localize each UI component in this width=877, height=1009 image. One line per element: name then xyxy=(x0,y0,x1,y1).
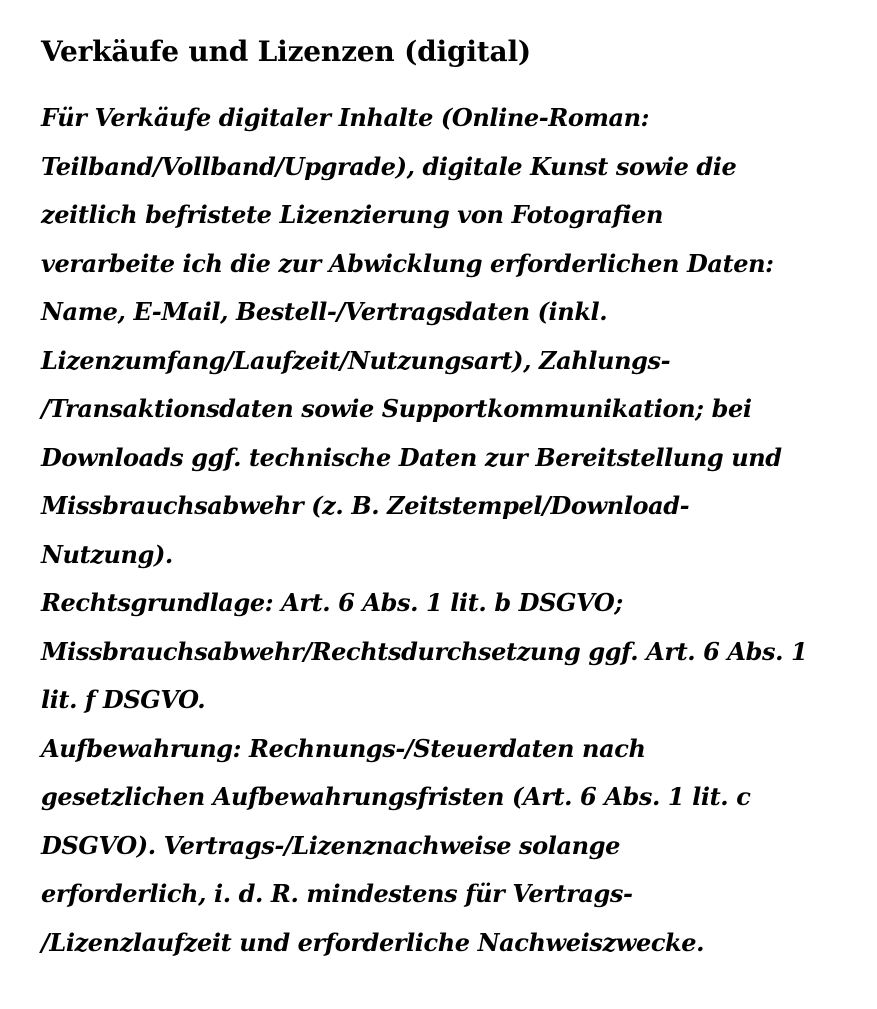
text-line: Teilband/Vollband/Upgrade), digitale Kunst sowie die xyxy=(41,151,737,181)
text-line: Missbrauchsabwehr/Rechtsdurchsetzung ggf. Art. 6 Abs. 1 xyxy=(41,636,808,666)
document-section xyxy=(41,30,841,967)
processing-paragraph xyxy=(41,94,841,579)
text-line: DSGVO). Vertrags-/Lizenznachweise solange xyxy=(41,830,620,860)
text-line: Rechtsgrundlage: Art. 6 Abs. 1 lit. b DSGVO; xyxy=(41,588,623,617)
text-line: gesetzlichen Aufbewahrungsfristen (Art. 6 Abs. 1 lit. c xyxy=(41,782,751,811)
text-line: /Transaktionsdaten sowie Supportkommunikation; bei xyxy=(41,394,752,423)
text-line: Missbrauchsabwehr (z. B. Zeitstempel/Download- xyxy=(41,491,690,520)
text-line: verarbeite ich die zur Abwicklung erforderlichen Daten: xyxy=(41,248,774,278)
retention-paragraph xyxy=(41,725,841,968)
text-line: lit. f DSGVO. xyxy=(41,685,206,714)
section-body xyxy=(41,94,841,967)
legal-basis-paragraph xyxy=(41,579,841,725)
text-line: Nutzung). xyxy=(41,539,173,569)
text-line: Downloads ggf. technische Daten zur Bereitstellung und xyxy=(41,442,782,472)
text-line: Aufbewahrung: Rechnungs-/Steuerdaten nach xyxy=(41,733,646,763)
section-heading: Verkäufe und Lizenzen (digital) xyxy=(41,35,531,68)
text-line: erforderlich, i. d. R. mindestens für Vertrags- xyxy=(41,879,633,908)
text-line: /Lizenzlaufzeit und erforderliche Nachweiszwecke. xyxy=(41,927,705,957)
text-line: zeitlich befristete Lizenzierung von Fotografien xyxy=(41,200,664,229)
text-line: Für Verkäufe digitaler Inhalte (Online-Roman: xyxy=(41,103,650,132)
text-line: Name, E-Mail, Bestell-/Vertragsdaten (inkl. xyxy=(41,297,608,326)
text-line: Lizenzumfang/Laufzeit/Nutzungsart), Zahlungs- xyxy=(41,345,671,375)
